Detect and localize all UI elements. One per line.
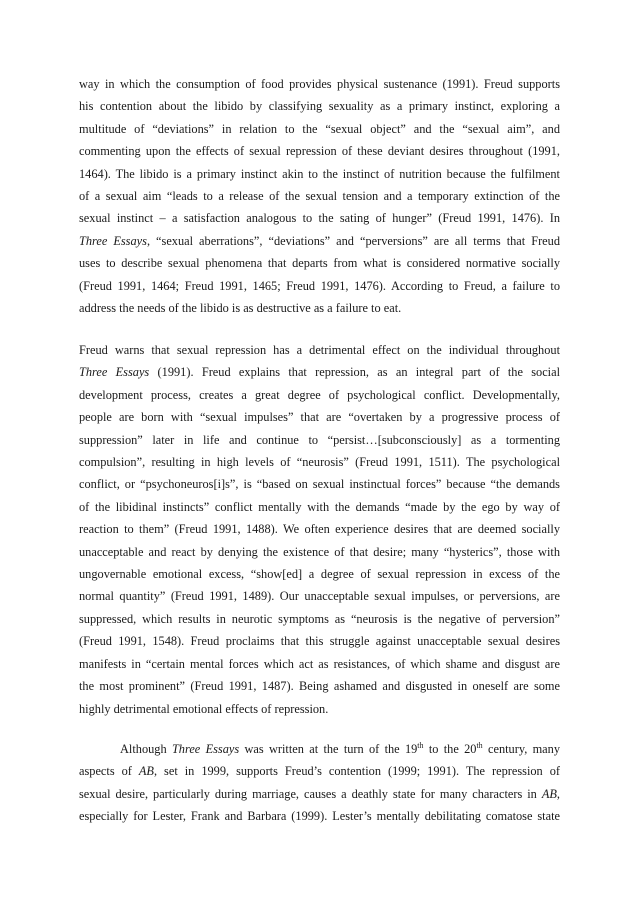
film-title: AB	[138, 764, 154, 779]
text-line: his contention about the libido by classifying sexuality as a primary instinct, exploring a	[79, 99, 560, 114]
text-line: commenting upon the effects of sexual repression of these deviant desires throughout (1991,	[79, 144, 560, 159]
text-fragment: ,	[556, 786, 560, 801]
text-line: people are born with “sexual impulses” that are “overtaken by a progressive process of	[79, 410, 560, 425]
paragraph-1	[79, 73, 560, 319]
text-line: highly detrimental emotional effects of repression.	[79, 701, 329, 716]
text-line: reaction to them” (Freud 1991, 1488). We often experience desires that are deemed socially	[79, 522, 560, 537]
text-line: compulsion”, resulting in high levels of “neurosis” (Freud 1991, 1511). The psychological	[79, 455, 560, 470]
text-line: address the needs of the libido is as destructive as a failure to eat.	[79, 301, 402, 316]
text-line: Freud warns that sexual repression has a detrimental effect on the individual throughout	[79, 343, 560, 357]
text-line: (Freud 1991, 1548). Freud proclaims that this struggle against unacceptable sexual desires	[79, 634, 560, 649]
text-line	[79, 760, 560, 782]
book-title: Three Essays	[79, 233, 147, 248]
text-line	[79, 230, 560, 252]
text-line	[79, 783, 560, 805]
paragraph-2	[79, 339, 560, 720]
text-line: suppression” later in life and continue to “persist…[subconsciously] as a tormenting	[79, 432, 560, 447]
text-line: conflict, or “psychoneuros[i]s”, is “based on sexual instinctual forces” because “the demands	[79, 477, 560, 492]
text-fragment: century, many	[482, 742, 560, 756]
text-line: especially for Lester, Frank and Barbara (1999). Lester’s mentally debilitating comatose state	[79, 809, 560, 824]
text-line: of the libidinal instincts” conflict mentally with the demands “made by the ego by way of	[79, 499, 560, 514]
text-fragment: sexual desire, particularly during marriage, causes a deathly state for many characters in	[79, 786, 542, 801]
book-title: Three Essays	[171, 742, 240, 756]
text-line	[79, 361, 560, 383]
text-fragment: (1991). Freud explains that repression, as an integral part of the social	[149, 365, 561, 380]
paragraph-3	[79, 738, 560, 828]
text-fragment: to the 20	[423, 742, 477, 756]
text-line: of a sexual aim “leads to a release of the sexual tension and a temporary extinction of the	[79, 189, 560, 204]
text-line	[79, 738, 560, 760]
text-fragment: was written at the turn of the 19	[239, 742, 418, 756]
text-fragment: Although	[120, 742, 172, 756]
text-line: development process, creates a great degree of psychological conflict. Developmentally,	[79, 387, 560, 402]
text-line: the most prominent” (Freud 1991, 1487). Being ashamed and disgusted in oneself are some	[79, 679, 560, 694]
superscript: th	[417, 740, 424, 750]
text-line: way in which the consumption of food provides physical sustenance (1991). Freud supports	[79, 77, 560, 91]
text-line: manifests in “certain mental forces which act as resistances, of which shame and disgust are	[79, 656, 560, 671]
text-line: uses to describe sexual phenomena that departs from what is considered normative socially	[79, 256, 560, 271]
text-line: suppressed, which results in neurotic symptoms as “neurosis is the negative of perversion”	[79, 611, 560, 626]
text-line: unacceptable and react by denying the existence of that desire; many “hysterics”, those with	[79, 544, 560, 559]
text-line: multitude of “deviations” in relation to the “sexual object” and the “sexual aim”, and	[79, 121, 560, 136]
text-line: 1464). The libido is a primary instinct akin to the instinct of nutrition because the fulfilment	[79, 166, 560, 181]
text-line: sexual instinct – a satisfaction analogous to the sating of hunger” (Freud 1991, 1476). In	[79, 211, 560, 226]
text-line: (Freud 1991, 1464; Freud 1991, 1465; Freud 1991, 1476). According to Freud, a failure to	[79, 278, 560, 293]
text-line: ungovernable emotional excess, “show[ed] a degree of sexual repression in excess of the	[79, 567, 560, 582]
text-line: normal quantity” (Freud 1991, 1489). Our unacceptable sexual impulses, or perversions, are	[79, 589, 560, 604]
text-fragment: aspects of	[79, 764, 139, 779]
superscript: th	[476, 740, 483, 750]
book-title: Three Essays	[79, 365, 150, 380]
text-fragment: , “sexual aberrations”, “deviations” and “perversions” are all terms that Freud	[146, 233, 561, 248]
film-title: AB	[541, 786, 557, 801]
text-fragment: , set in 1999, supports Freud’s contention (1999; 1991). The repression of	[153, 764, 560, 779]
